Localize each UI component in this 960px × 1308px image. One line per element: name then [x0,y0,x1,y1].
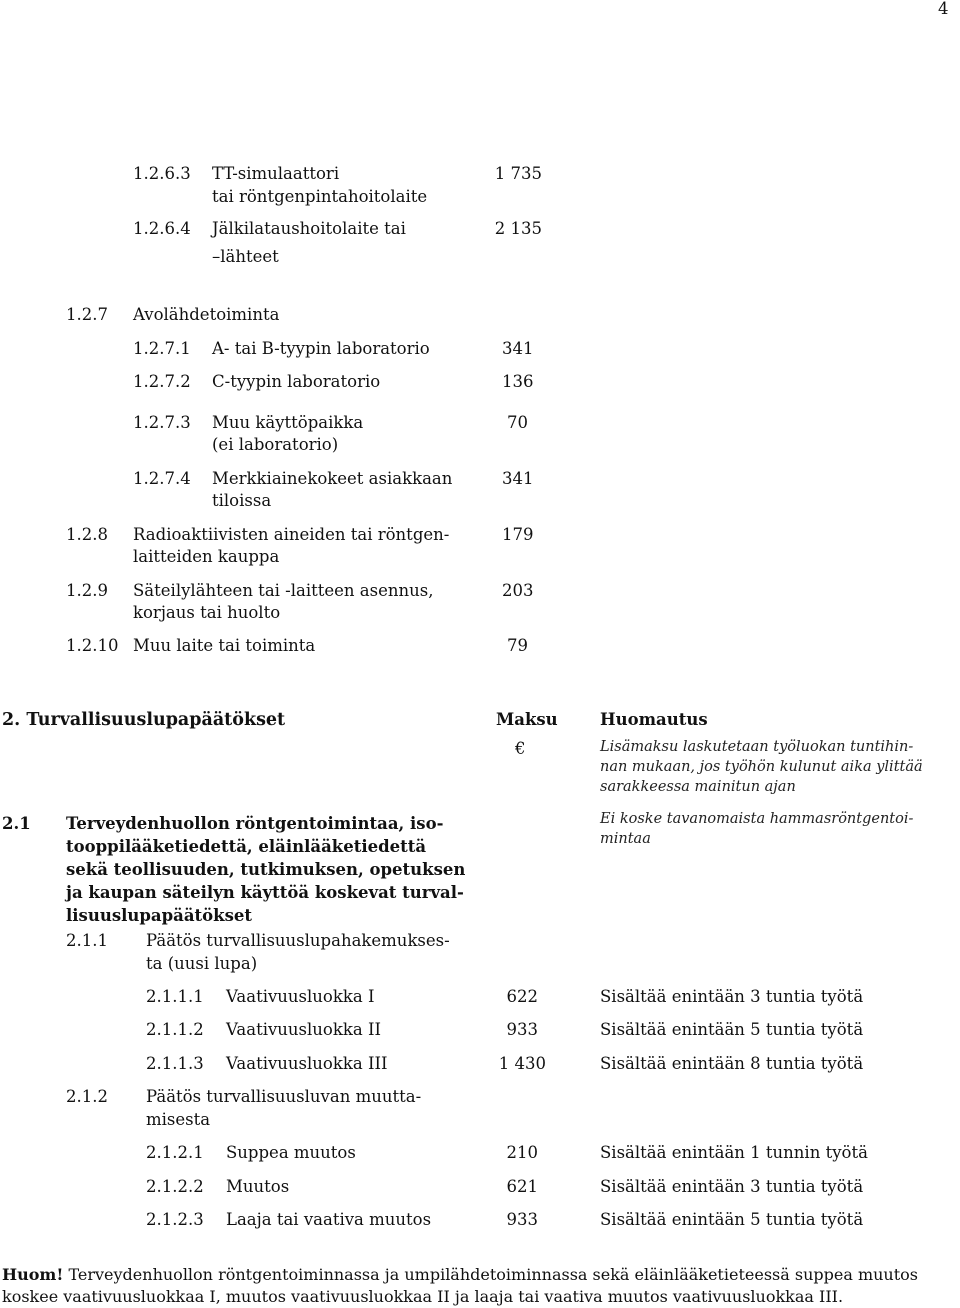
item-label: laitteiden kauppa [133,547,280,566]
footnote-emphasis: Huom! [2,1265,64,1284]
header-note: Lisämaksu laskutetaan työluokan tuntihin- [600,739,914,755]
item-label: lisuuslupapäätökset [66,906,252,925]
fee-value: 2 135 [494,219,542,238]
item-number: 2.1.1.3 [146,1054,204,1073]
item-number: 2.1.1 [66,931,108,950]
fee-value: 79 [507,636,528,655]
fee-value: 341 [502,469,534,488]
item-number: 1.2.6.3 [133,164,191,183]
item-note: Ei koske tavanomaista hammasröntgentoi- [600,811,914,827]
fee-value: 210 [506,1143,538,1162]
item-label: korjaus tai huolto [133,603,281,622]
fee-value: 622 [506,987,538,1006]
item-label: A- tai B-tyypin laboratorio [212,339,430,358]
item-label: Vaativuusluokka I [226,987,375,1006]
section-title: 2. Turvallisuuslupapäätökset [2,710,286,730]
item-note: Sisältää enintään 1 tunnin työtä [600,1143,868,1162]
fee-value: 621 [506,1177,538,1196]
item-label: sekä teollisuuden, tutkimuksen, opetuksen [66,860,466,879]
item-label: –lähteet [212,247,279,266]
item-label: tooppilääketiedettä, eläinlääketiedettä [66,837,427,856]
item-note: Sisältää enintään 3 tuntia työtä [600,1177,864,1196]
item-label: Päätös turvallisuuslupahakemukses- [146,931,450,950]
item-number: 1.2.8 [66,525,108,544]
fee-value: 341 [502,339,534,358]
item-label: C-tyypin laboratorio [212,372,381,391]
item-number: 2.1.1.2 [146,1020,204,1039]
item-label: Radioaktiivisten aineiden tai röntgen- [133,525,450,544]
fee-value: 203 [502,581,534,600]
item-label: TT-simulaattori [212,164,340,183]
item-number: 2.1.1.1 [146,987,204,1006]
item-label: Jälkilataushoitolaite tai [212,219,406,238]
item-label: Terveydenhuollon röntgentoimintaa, iso- [66,814,444,833]
item-number: 2.1.2.3 [146,1210,204,1229]
fee-column-header: Maksu [496,710,558,729]
fee-value: 70 [507,413,528,432]
item-number: 1.2.7.3 [133,413,191,432]
item-number: 1.2.7.2 [133,372,191,391]
footnote-text: Terveydenhuollon röntgentoiminnassa ja umpilähdetoiminnassa sekä eläinlääketieteessä suppea muutos koskee vaativuusluokkaa I, muutos vaativuusluokkaa II ja laaja tai vaativa muutos vaativuusluokkaa III. [2,1265,919,1306]
item-number: 2.1.2.2 [146,1177,204,1196]
item-number: 1.2.7.4 [133,469,191,488]
item-label: ja kaupan säteilyn käyttöä koskevat turval- [66,883,464,902]
item-label: misesta [146,1110,211,1129]
item-number: 2.1.2 [66,1087,108,1106]
item-number: 2.1.2.1 [146,1143,204,1162]
note-column-header: Huomautus [600,710,708,729]
fee-value: 933 [506,1020,538,1039]
fee-value: 1 430 [498,1054,546,1073]
item-number: 1.2.10 [66,636,119,655]
item-note: Sisältää enintään 5 tuntia työtä [600,1020,864,1039]
currency-symbol: € [515,739,526,758]
header-note: nan mukaan, jos työhön kulunut aika ylittää [600,759,923,775]
footnote [2,1264,957,1308]
item-note: Sisältää enintään 8 tuntia työtä [600,1054,864,1073]
fee-value: 136 [502,372,534,391]
item-note: Sisältää enintään 5 tuntia työtä [600,1210,864,1229]
item-label: ta (uusi lupa) [146,954,258,973]
item-label: Merkkiainekokeet asiakkaan [212,469,453,488]
item-number: 1.2.6.4 [133,219,191,238]
item-label: Säteilylähteen tai -laitteen asennus, [133,581,434,600]
item-label: Vaativuusluokka III [226,1054,388,1073]
item-label: Päätös turvallisuusluvan muutta- [146,1087,422,1106]
item-label: Avolähdetoiminta [133,305,280,324]
fee-value: 179 [502,525,534,544]
item-note: Sisältää enintään 3 tuntia työtä [600,987,864,1006]
item-label: Laaja tai vaativa muutos [226,1210,432,1229]
item-label: Muu laite tai toiminta [133,636,316,655]
header-note: sarakkeessa mainitun ajan [600,779,796,795]
item-label: Suppea muutos [226,1143,356,1162]
item-number: 1.2.7 [66,305,108,324]
item-label: (ei laboratorio) [212,435,339,454]
item-note: mintaa [600,831,651,847]
item-label: Vaativuusluokka II [226,1020,381,1039]
item-number: 2.1 [2,814,31,833]
fee-value: 1 735 [494,164,542,183]
fee-value: 933 [506,1210,538,1229]
item-label: Muutos [226,1177,290,1196]
item-label: tiloissa [212,491,272,510]
item-label: Muu käyttöpaikka [212,413,364,432]
item-number: 1.2.9 [66,581,108,600]
item-number: 1.2.7.1 [133,339,191,358]
item-label: tai röntgenpintahoitolaite [212,187,428,206]
page-number: 4 [938,0,949,18]
